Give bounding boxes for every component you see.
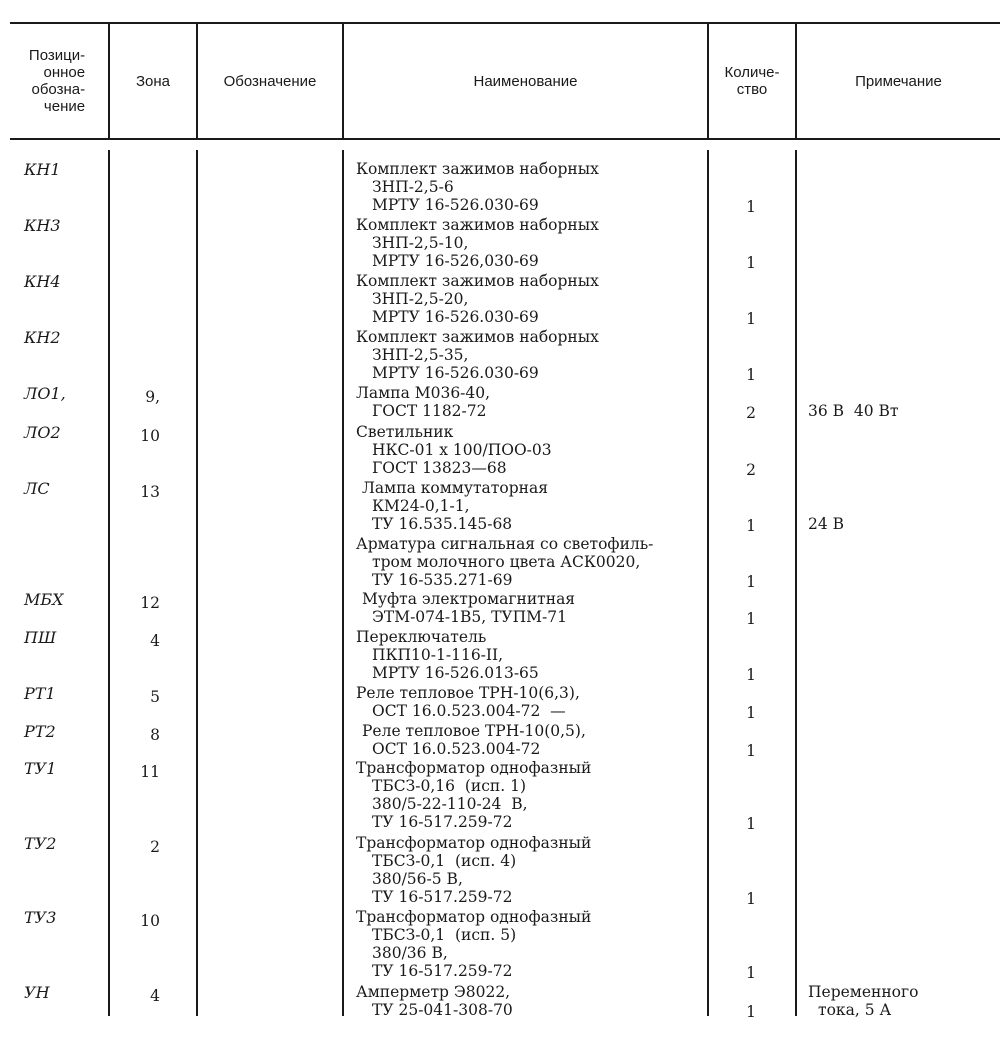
name-line: Светильник xyxy=(356,423,454,441)
name-line: 380/56-5 В, xyxy=(372,870,463,888)
note-line: тока, 5 А xyxy=(818,1001,892,1019)
quantity-value: 1 xyxy=(746,964,756,982)
position-code: ТУ2 xyxy=(24,834,57,853)
name-line: Трансформатор однофазный xyxy=(356,834,592,852)
header-bottom-rule xyxy=(10,138,1000,140)
position-code: МБХ xyxy=(24,590,64,609)
name-line: тром молочного цвета АСК0020, xyxy=(372,553,641,571)
note-value: 24 В xyxy=(808,515,845,533)
name-line: Реле тепловое ТРН-10(0,5), xyxy=(362,722,586,740)
column-divider xyxy=(795,150,797,1016)
name-line: ЗНП-2,5-20, xyxy=(372,290,469,308)
zone-value: 11 xyxy=(140,763,160,781)
position-code: ЛО2 xyxy=(24,423,61,442)
name-line: Лампа коммутаторная xyxy=(362,479,548,497)
position-code: ЛО1, xyxy=(24,384,66,403)
header-zone: Зона xyxy=(135,72,171,90)
quantity-value: 1 xyxy=(746,366,756,384)
quantity-value: 1 xyxy=(746,1003,756,1021)
quantity-value: 1 xyxy=(746,742,756,760)
name-line: ГОСТ 1182-72 xyxy=(372,402,487,420)
quantity-value: 1 xyxy=(746,704,756,722)
zone-value: 4 xyxy=(150,632,160,650)
zone-value: 12 xyxy=(140,594,160,612)
zone-value: 4 xyxy=(150,987,160,1005)
quantity-value: 1 xyxy=(746,198,756,216)
name-line: Трансформатор однофазный xyxy=(356,759,592,777)
header-position: Позици- онное обозна- чение xyxy=(28,47,86,115)
name-line: ТУ 16-517.259-72 xyxy=(372,888,513,906)
name-line: ТУ 16-535.271-69 xyxy=(372,571,513,589)
quantity-value: 1 xyxy=(746,815,756,833)
name-line: НКС-01 х 100/ПОО-03 xyxy=(372,441,552,459)
zone-value: 9, xyxy=(145,388,160,406)
position-code: ЛС xyxy=(24,479,50,498)
quantity-value: 1 xyxy=(746,610,756,628)
name-line: ОСТ 16.0.523.004-72 — xyxy=(372,702,566,720)
quantity-value: 1 xyxy=(746,573,756,591)
name-line: ПКП10-1-116-II, xyxy=(372,646,504,664)
quantity-value: 2 xyxy=(746,404,756,422)
position-code: УН xyxy=(24,983,50,1002)
zone-value: 2 xyxy=(150,838,160,856)
name-line: Комплект зажимов наборных xyxy=(356,272,599,290)
quantity-value: 1 xyxy=(746,666,756,684)
position-code: РТ1 xyxy=(24,684,56,703)
name-line: Комплект зажимов наборных xyxy=(356,216,599,234)
name-line: МРТУ 16-526.013-65 xyxy=(372,664,539,682)
zone-value: 8 xyxy=(150,726,160,744)
zone-value: 5 xyxy=(150,688,160,706)
name-line: 380/5-22-110-24 В, xyxy=(372,795,528,813)
name-line: ТУ 16.535.145-68 xyxy=(372,515,513,533)
name-line: КМ24-0,1-1, xyxy=(372,497,470,515)
name-line: ТБСЗ-0,1 (исп. 5) xyxy=(372,926,517,944)
header-designation: Обозначение xyxy=(223,72,317,90)
name-line: Трансформатор однофазный xyxy=(356,908,592,926)
name-line: МРТУ 16-526.030-69 xyxy=(372,364,539,382)
position-code: КН2 xyxy=(24,328,61,347)
name-line: 380/36 В, xyxy=(372,944,448,962)
name-line: ТУ 16-517.259-72 xyxy=(372,813,513,831)
zone-value: 10 xyxy=(140,427,160,445)
position-code: ПШ xyxy=(24,628,57,647)
name-line: МРТУ 16-526.030-69 xyxy=(372,196,539,214)
position-code: КН4 xyxy=(24,272,61,291)
name-line: ЗНП-2,5-10, xyxy=(372,234,469,252)
name-line: ГОСТ 13823—68 xyxy=(372,459,507,477)
name-line: ОСТ 16.0.523.004-72 xyxy=(372,740,541,758)
name-line: ТУ 16-517.259-72 xyxy=(372,962,513,980)
header-quantity: Количе- ство xyxy=(724,64,780,98)
column-divider xyxy=(108,150,110,1016)
name-line: Комплект зажимов наборных xyxy=(356,328,599,346)
name-line: Муфта электромагнитная xyxy=(362,590,576,608)
column-divider xyxy=(342,150,344,1016)
name-line: МРТУ 16-526,030-69 xyxy=(372,252,539,270)
header-name: Наименование xyxy=(473,72,578,90)
column-divider xyxy=(196,150,198,1016)
position-code: КН3 xyxy=(24,216,61,235)
name-line: ТУ 25-041-308-70 xyxy=(372,1001,513,1019)
name-line: ЭТМ-074-1В5, ТУПМ-71 xyxy=(372,608,567,626)
name-line: ТБСЗ-0,16 (исп. 1) xyxy=(372,777,527,795)
name-line: ТБСЗ-0,1 (исп. 4) xyxy=(372,852,517,870)
name-line: Реле тепловое ТРН-10(6,3), xyxy=(356,684,580,702)
quantity-value: 1 xyxy=(746,254,756,272)
note-value: 36 В 40 Вт xyxy=(808,402,899,420)
position-code: ТУ1 xyxy=(24,759,57,778)
note-line: Переменного xyxy=(808,983,919,1001)
quantity-value: 1 xyxy=(746,310,756,328)
name-line: Лампа М036-40, xyxy=(356,384,491,402)
position-code: КН1 xyxy=(24,160,61,179)
name-line: Амперметр Э8022, xyxy=(356,983,511,1001)
name-line: Арматура сигнальная со светофиль- xyxy=(356,535,654,553)
name-line: ЗНП-2,5-6 xyxy=(372,178,454,196)
quantity-value: 1 xyxy=(746,517,756,535)
quantity-value: 1 xyxy=(746,890,756,908)
name-line: Комплект зажимов наборных xyxy=(356,160,599,178)
zone-value: 10 xyxy=(140,912,160,930)
header-note: Примечание xyxy=(855,72,942,90)
name-line: ЗНП-2,5-35, xyxy=(372,346,469,364)
position-code: РТ2 xyxy=(24,722,56,741)
name-line: Переключатель xyxy=(356,628,487,646)
position-code: ТУ3 xyxy=(24,908,57,927)
zone-value: 13 xyxy=(140,483,160,501)
quantity-value: 2 xyxy=(746,461,756,479)
name-line: МРТУ 16-526.030-69 xyxy=(372,308,539,326)
